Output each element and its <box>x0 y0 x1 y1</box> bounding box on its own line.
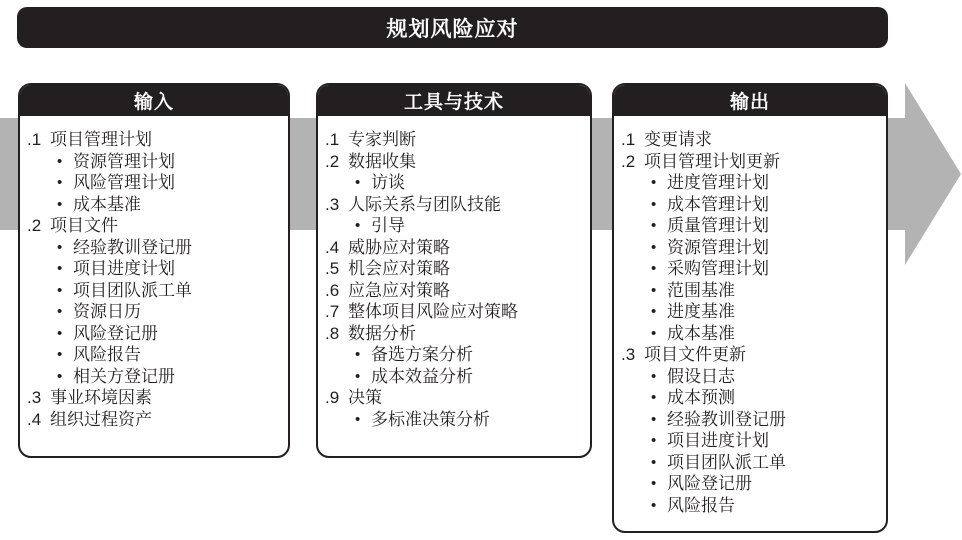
list-item <box>27 323 282 345</box>
tools-and-techniques-box-header <box>318 85 590 116</box>
item-label: 成本基准 <box>667 323 735 343</box>
item-label: 事业环境因素 <box>50 388 152 407</box>
item-label: 进度基准 <box>667 302 735 321</box>
list-item <box>27 387 282 409</box>
bullet-icon: • <box>651 324 657 342</box>
item-label: 项目管理计划更新 <box>644 151 780 171</box>
item-number: .3 <box>27 388 42 407</box>
list-item <box>325 387 584 409</box>
list-item <box>325 409 584 431</box>
item-label: 项目文件 <box>50 216 118 235</box>
item-label: 风险报告 <box>73 345 141 364</box>
item-label: 数据分析 <box>348 323 416 343</box>
item-label: 数据收集 <box>348 151 416 171</box>
list-item <box>27 258 282 280</box>
item-label: 风险登记册 <box>667 474 752 493</box>
list-item <box>27 194 282 216</box>
item-number: .6 <box>325 280 340 300</box>
bullet-icon: • <box>651 217 657 234</box>
item-label: 访谈 <box>371 173 405 192</box>
list-item <box>27 344 282 366</box>
bullet-icon: • <box>57 152 63 170</box>
bullet-icon: • <box>651 281 657 299</box>
list-item <box>325 258 584 280</box>
list-item <box>621 409 880 431</box>
bullet-icon: • <box>57 174 63 191</box>
list-item <box>325 215 584 237</box>
list-item <box>325 172 584 194</box>
outputs-box-header <box>614 85 886 116</box>
item-label: 成本预测 <box>667 388 735 407</box>
list-item <box>325 344 584 366</box>
item-label: 进度管理计划 <box>667 173 769 192</box>
outputs-list <box>614 116 886 516</box>
list-item <box>27 301 282 323</box>
item-label: 项目进度计划 <box>73 259 175 278</box>
list-item <box>621 366 880 388</box>
list-item <box>325 151 584 173</box>
item-number: .1 <box>325 130 340 149</box>
item-number: .2 <box>27 216 42 235</box>
item-label: 成本管理计划 <box>667 194 769 214</box>
item-label: 风险登记册 <box>73 323 158 343</box>
item-label: 资源管理计划 <box>73 151 175 171</box>
item-label: 整体项目风险应对策略 <box>348 302 518 321</box>
bullet-icon: • <box>57 367 63 385</box>
bullet-icon: • <box>651 410 657 428</box>
item-label: 备选方案分析 <box>371 345 473 364</box>
list-item <box>27 172 282 194</box>
item-label: 成本基准 <box>73 194 141 214</box>
item-label: 项目进度计划 <box>667 431 769 450</box>
item-number: .1 <box>27 130 42 149</box>
list-item <box>621 301 880 323</box>
bullet-icon: • <box>57 281 63 299</box>
item-label: 威胁应对策略 <box>348 237 450 257</box>
bullet-icon: • <box>57 324 63 342</box>
outputs-box-title: 输出 <box>729 92 770 113</box>
list-item <box>27 366 282 388</box>
bullet-icon: • <box>651 453 657 471</box>
list-item <box>621 387 880 409</box>
item-number: .5 <box>325 259 340 278</box>
item-label: 组织过程资产 <box>50 409 152 429</box>
bullet-icon: • <box>651 475 657 492</box>
list-item <box>27 409 282 431</box>
item-label: 人际关系与团队技能 <box>348 194 501 214</box>
item-label: 专家判断 <box>348 130 416 149</box>
process-title-banner <box>17 7 888 48</box>
bullet-icon: • <box>57 238 63 256</box>
bullet-icon: • <box>355 217 361 234</box>
item-label: 经验教训登记册 <box>667 409 786 429</box>
list-item <box>27 280 282 302</box>
item-label: 采购管理计划 <box>667 259 769 278</box>
list-item <box>621 172 880 194</box>
list-item <box>621 280 880 302</box>
item-number: .4 <box>27 409 42 429</box>
item-label: 决策 <box>348 388 382 407</box>
item-label: 多标准决策分析 <box>371 409 490 429</box>
process-title: 规划风险应对 <box>386 17 519 41</box>
list-item <box>325 280 584 302</box>
list-item <box>27 215 282 237</box>
item-label: 假设日志 <box>667 366 735 386</box>
bullet-icon: • <box>355 346 361 363</box>
bullet-icon: • <box>57 346 63 363</box>
item-label: 项目文件更新 <box>644 345 746 364</box>
item-label: 资源日历 <box>73 302 141 321</box>
list-item <box>621 194 880 216</box>
bullet-icon: • <box>57 195 63 213</box>
inputs-box-title: 输入 <box>133 92 174 113</box>
bullet-icon: • <box>57 260 63 277</box>
item-label: 风险管理计划 <box>73 173 175 192</box>
item-label: 成本效益分析 <box>371 366 473 386</box>
bullet-icon: • <box>651 195 657 213</box>
item-number: .3 <box>621 345 636 364</box>
item-label: 项目团队派工单 <box>667 452 786 472</box>
list-item <box>325 194 584 216</box>
list-item <box>27 151 282 173</box>
item-label: 应急应对策略 <box>348 280 450 300</box>
list-item <box>621 215 880 237</box>
item-number: .7 <box>325 302 340 321</box>
item-label: 项目管理计划 <box>50 130 152 149</box>
bullet-icon: • <box>651 496 657 514</box>
bullet-icon: • <box>651 389 657 406</box>
list-item <box>621 452 880 474</box>
list-item <box>27 129 282 151</box>
bullet-icon: • <box>355 367 361 385</box>
item-number: .8 <box>325 323 340 343</box>
list-item <box>621 151 880 173</box>
list-item <box>621 430 880 452</box>
item-label: 经验教训登记册 <box>73 237 192 257</box>
list-item <box>325 366 584 388</box>
item-label: 机会应对策略 <box>348 259 450 278</box>
outputs-box <box>612 83 888 533</box>
list-item <box>325 129 584 151</box>
list-item <box>621 473 880 495</box>
bullet-icon: • <box>651 174 657 191</box>
bullet-icon: • <box>651 303 657 320</box>
item-number: .9 <box>325 388 340 407</box>
item-label: 相关方登记册 <box>73 366 175 386</box>
item-number: .4 <box>325 237 340 257</box>
item-number: .3 <box>325 194 340 214</box>
bullet-icon: • <box>651 367 657 385</box>
inputs-box-header <box>20 85 288 116</box>
list-item <box>325 323 584 345</box>
list-item <box>325 301 584 323</box>
tools-and-techniques-box <box>316 83 592 458</box>
item-label: 项目团队派工单 <box>73 280 192 300</box>
item-label: 变更请求 <box>644 130 712 149</box>
tools-and-techniques-list <box>318 116 590 430</box>
list-item <box>621 129 880 151</box>
bullet-icon: • <box>355 410 361 428</box>
inputs-box <box>18 83 290 458</box>
list-item <box>621 237 880 259</box>
inputs-list <box>20 116 288 430</box>
bullet-icon: • <box>355 174 361 191</box>
list-item <box>27 237 282 259</box>
item-label: 质量管理计划 <box>667 216 769 235</box>
list-item <box>621 495 880 517</box>
item-label: 风险报告 <box>667 495 735 515</box>
bullet-icon: • <box>651 260 657 277</box>
item-label: 范围基准 <box>667 280 735 300</box>
bullet-icon: • <box>651 238 657 256</box>
list-item <box>325 237 584 259</box>
list-item <box>621 258 880 280</box>
bullet-icon: • <box>57 303 63 320</box>
bullet-icon: • <box>651 432 657 449</box>
item-label: 引导 <box>371 216 405 235</box>
list-item <box>621 323 880 345</box>
item-number: .2 <box>325 151 340 171</box>
tools-and-techniques-box-title: 工具与技术 <box>403 92 504 113</box>
item-label: 资源管理计划 <box>667 237 769 257</box>
item-number: .1 <box>621 130 636 149</box>
item-number: .2 <box>621 151 636 171</box>
list-item <box>621 344 880 366</box>
